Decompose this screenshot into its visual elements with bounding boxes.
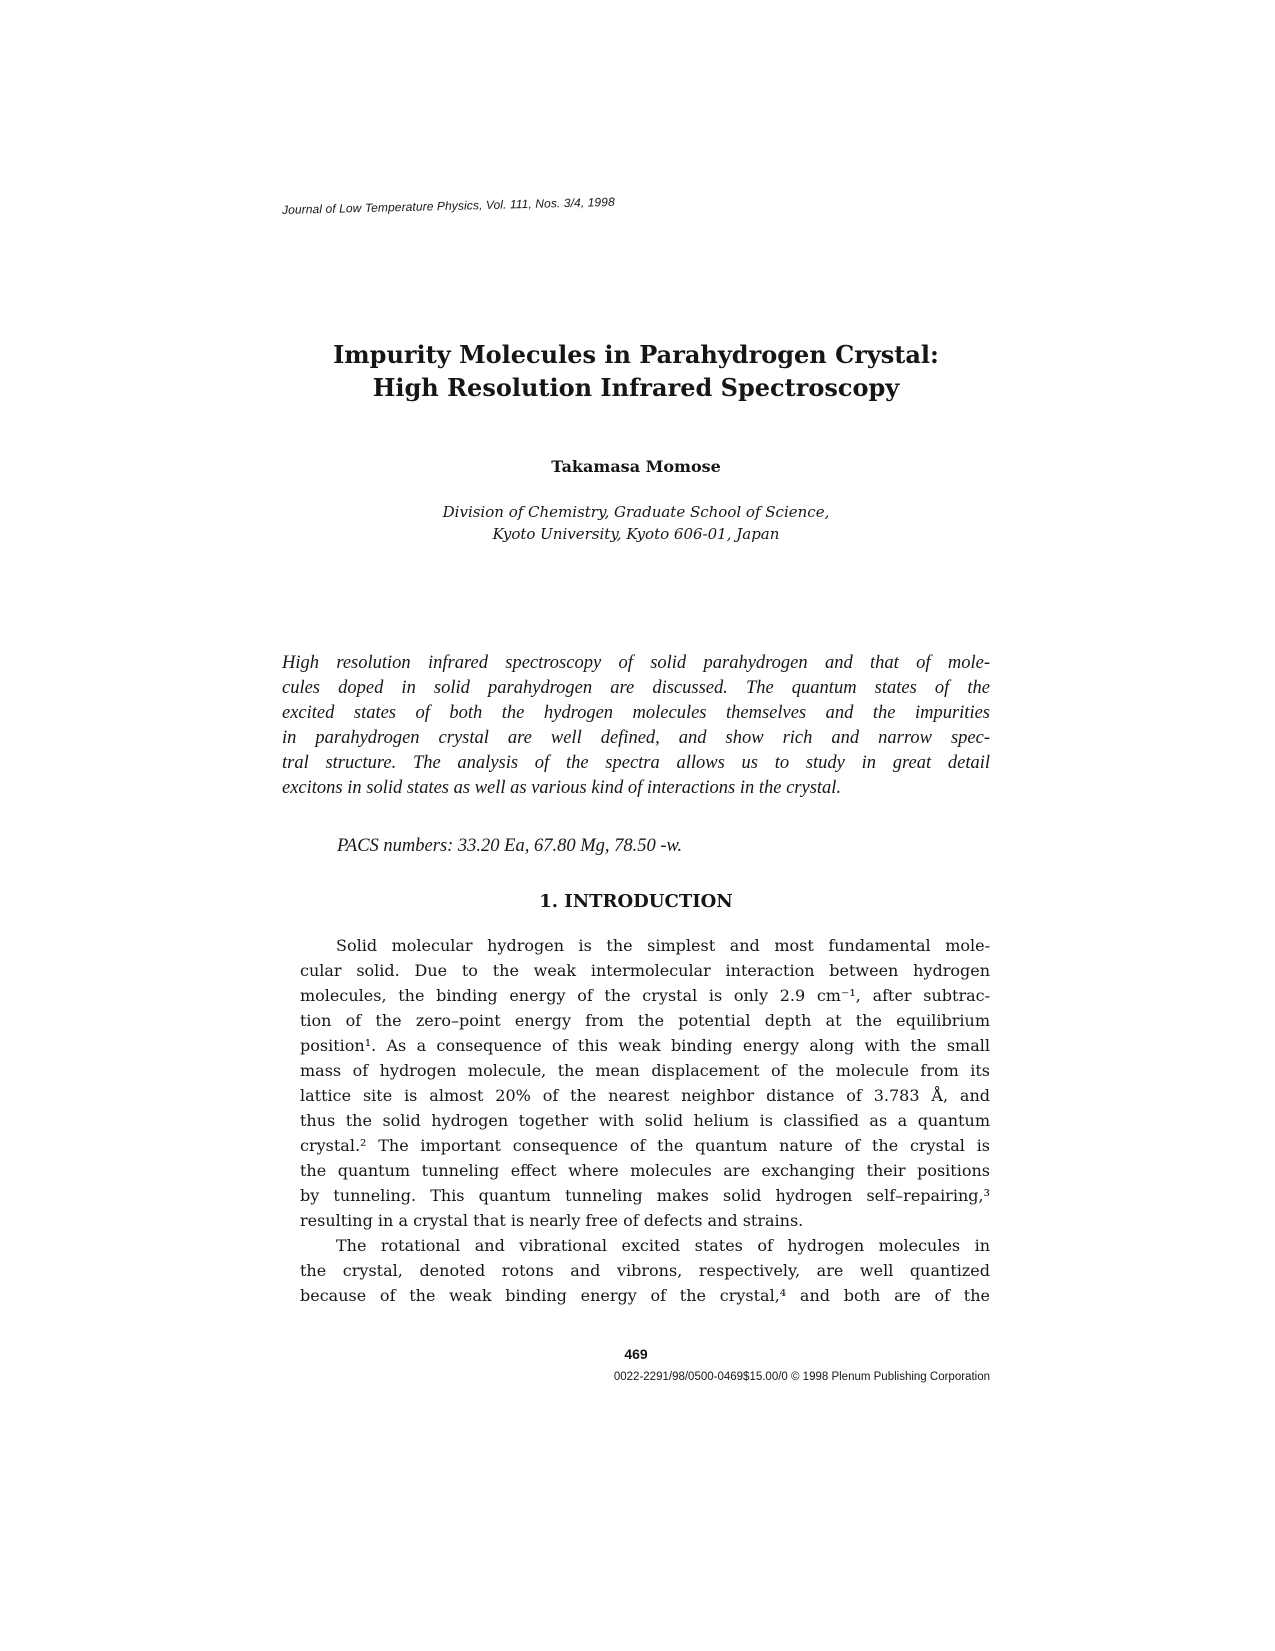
body-line: the quantum tunneling effect where molecules are exchanging their positions [300,1161,990,1180]
copyright-line: 0022-2291/98/0500-0469$15.00/0 © 1998 Plenum Publishing Corporation [613,1371,990,1383]
body-line: Solid molecular hydrogen is the simplest and most fundamental mole- [336,936,990,955]
section-heading: 1. INTRODUCTION [539,891,733,912]
title-line-2: High Resolution Infrared Spectroscopy [372,373,900,402]
body-line: cular solid. Due to the weak intermolecular interaction between hydrogen [300,961,990,980]
body-line: The rotational and vibrational excited states of hydrogen molecules in [336,1236,990,1255]
body-line: because of the weak binding energy of the crystal,⁴ and both are of the [300,1286,990,1305]
body-line: thus the solid hydrogen together with solid helium is classified as a quantum [300,1111,990,1130]
body-line: resulting in a crystal that is nearly free of defects and strains. [300,1211,804,1230]
abstract-line: tral structure. The analysis of the spectra allows us to study in great detail [282,753,990,773]
affiliation [282,501,990,545]
abstract-line: High resolution infrared spectroscopy of solid parahydrogen and that of mole- [282,653,990,673]
author-name: Takamasa Momose [551,457,721,476]
body-text [300,933,990,1308]
abstract-line: in parahydrogen crystal are well defined, and show rich and narrow spec- [282,728,990,748]
body-line: the crystal, denoted rotons and vibrons, respectively, are well quantized [300,1261,990,1280]
title-line-1: Impurity Molecules in Parahydrogen Crystal: [333,340,939,369]
body-line: tion of the zero–point energy from the potential depth at the equilibrium [300,1011,990,1030]
affiliation-line-1: Division of Chemistry, Graduate School of Science, [442,503,830,521]
body-line: mass of hydrogen molecule, the mean displacement of the molecule from its [300,1061,990,1080]
abstract-line: cules doped in solid parahydrogen are discussed. The quantum states of the [282,678,990,698]
abstract [282,651,990,801]
paper-title [282,338,990,404]
affiliation-line-2: Kyoto University, Kyoto 606-01, Japan [492,525,780,543]
body-line: by tunneling. This quantum tunneling makes solid hydrogen self–repairing,³ [300,1186,990,1205]
body-line: position¹. As a consequence of this weak binding energy along with the small [300,1036,990,1055]
body-line: molecules, the binding energy of the crystal is only 2.9 cm⁻¹, after subtrac- [300,986,990,1005]
body-line: crystal.² The important consequence of the quantum nature of the crystal is [300,1136,990,1155]
page-number: 469 [624,1346,648,1362]
pacs-numbers: PACS numbers: 33.20 Ea, 67.80 Mg, 78.50 -w. [337,836,683,856]
body-line: lattice site is almost 20% of the nearest neighbor distance of 3.783 Å, and [300,1086,990,1105]
abstract-line: excitons in solid states as well as various kind of interactions in the crystal. [282,778,842,798]
abstract-line: excited states of both the hydrogen molecules themselves and the impurities [282,703,990,723]
running-head: Journal of Low Temperature Physics, Vol. 111, Nos. 3/4, 1998 [281,194,615,217]
